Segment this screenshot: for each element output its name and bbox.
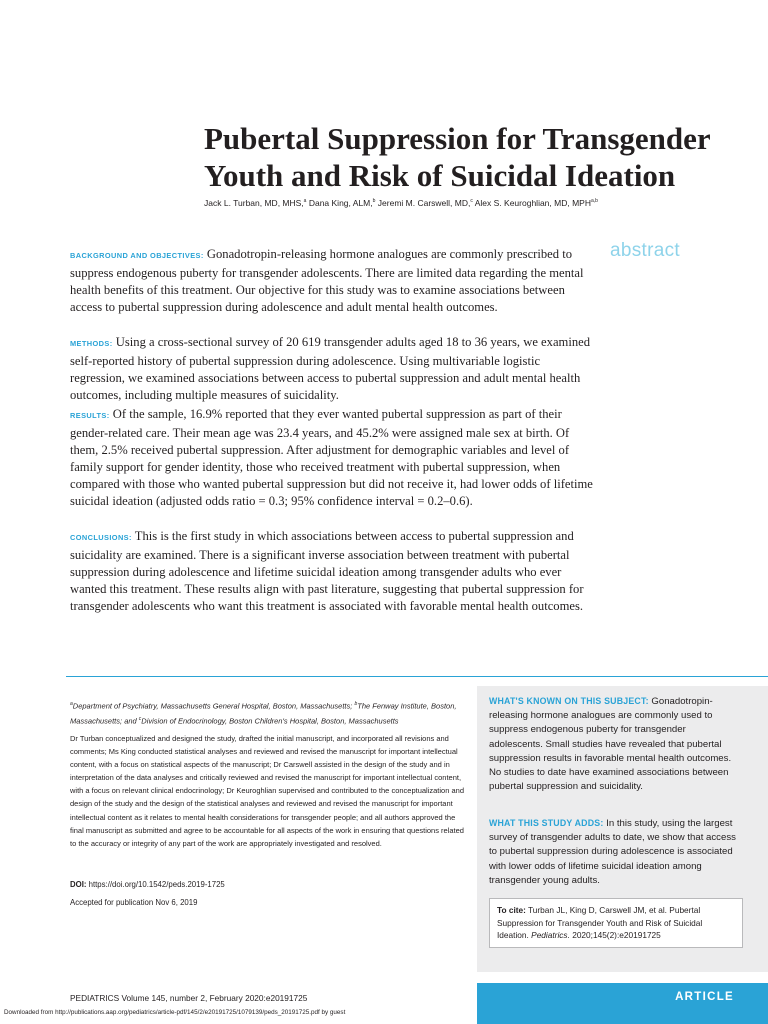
journal-footer: PEDIATRICS Volume 145, number 2, February 2020:e20191725 bbox=[70, 993, 308, 1003]
doi-line bbox=[70, 880, 225, 889]
study-adds-text: In this study, using the largest survey of transgender adults to date, we show that access to pubertal suppression during adolescence is associated with lower odds of lifetime suicidal ideation among transgender young adults. bbox=[489, 818, 736, 886]
study-adds-heading: WHAT THIS STUDY ADDS: bbox=[489, 818, 604, 828]
abstract-methods bbox=[70, 334, 595, 404]
doi-link[interactable]: https://doi.org/10.1542/peds.2019-1725 bbox=[88, 880, 225, 889]
study-adds-box bbox=[489, 816, 741, 888]
section-heading: BACKGROUND AND OBJECTIVES: bbox=[70, 251, 204, 260]
abstract-conclusions bbox=[70, 528, 595, 615]
abstract-tag: abstract bbox=[610, 240, 680, 261]
summary-sidebar bbox=[477, 686, 768, 972]
section-heading: METHODS: bbox=[70, 339, 113, 348]
section-text: This is the first study in which associations between access to pubertal suppression and suicidality are examined. There is a significant inverse association between treatment with pubertal suppression during adolescence and lifetime suicidal ideation among transgender adults who ever wanted this treatment. These results align with past literature, suggesting that pubertal suppression for transgender adolescents who want this treatment is associated with favorable mental health outcomes. bbox=[70, 529, 584, 613]
author-name: Alex S. Keuroghlian, MD, MPH bbox=[474, 198, 591, 208]
whats-known-box bbox=[489, 694, 741, 794]
accepted-date: Accepted for publication Nov 6, 2019 bbox=[70, 898, 198, 907]
citation-label: To cite: bbox=[497, 905, 526, 915]
author-affiliation-mark: a bbox=[303, 198, 307, 205]
author-affiliation-mark: a,b bbox=[590, 198, 598, 205]
article-type-bar bbox=[477, 983, 768, 1024]
author-affiliation-mark: b bbox=[372, 198, 376, 205]
title-line-1: Pubertal Suppression for Transgender bbox=[204, 121, 711, 156]
title-line-2: Youth and Risk of Suicidal Ideation bbox=[204, 158, 676, 193]
section-text: Using a cross-sectional survey of 20 619 transgender adults aged 18 to 36 years, we examined self-reported history of pubertal suppression during adolescence. Using multivariable logistic regression, we examined associations between access to pubertal suppression and adult mental health outcomes, including multiple measures of suicidality. bbox=[70, 335, 591, 402]
citation-box bbox=[489, 898, 743, 948]
affiliation-mark: a bbox=[70, 701, 73, 707]
affiliations bbox=[70, 698, 465, 729]
author-list bbox=[204, 198, 598, 208]
section-heading: RESULTS: bbox=[70, 411, 110, 420]
affiliation-text: Department of Psychiatry, Massachusetts General Hospital, Boston, Massachusetts; bbox=[72, 701, 353, 711]
author-name: Dana King, ALM, bbox=[308, 198, 373, 208]
affiliation-mark: c bbox=[138, 716, 142, 723]
author-affiliation-mark: c bbox=[470, 198, 473, 205]
affiliation-text: Division of Endocrinology, Boston Children's Hospital, Boston, Massachusetts bbox=[141, 716, 399, 726]
citation-text: Turban JL, King D, Carswell JM, et al. Pubertal Suppression for Transgender Youth and Risk of Suicidal Ideation. bbox=[497, 905, 703, 940]
author-name: Jeremi M. Carswell, MD, bbox=[377, 198, 471, 208]
section-divider bbox=[66, 676, 768, 677]
whats-known-text: Gonadotropin-releasing hormone analogues are commonly used to suppress endogenous puberty for transgender adolescents. Small studies have revealed that pubertal suppression results in favorable mental health outcomes. No studies to date have examined associations between pubertal suppression and suicidality. bbox=[489, 696, 732, 793]
article-title bbox=[204, 120, 744, 194]
article-type-label: ARTICLE bbox=[675, 991, 734, 1003]
affiliation-text: The Fenway Institute, Boston, Massachusetts; and bbox=[70, 701, 457, 726]
whats-known-heading: WHAT'S KNOWN ON THIS SUBJECT: bbox=[489, 696, 649, 706]
section-heading: CONCLUSIONS: bbox=[70, 533, 132, 542]
citation-journal: Pediatrics. bbox=[531, 930, 570, 940]
affiliation-mark: b bbox=[354, 701, 358, 707]
citation-volume: 2020;145(2):e20191725 bbox=[572, 930, 661, 940]
section-text: Gonadotropin-releasing hormone analogues are commonly prescribed to suppress endogenous puberty for transgender adolescents. There are limited data regarding the mental health benefits of this treatment. Our objective for this study was to examine associations between access to pubertal suppression during adolescence and adult mental health outcomes. bbox=[70, 247, 584, 314]
abstract-results bbox=[70, 406, 595, 509]
doi-label: DOI: bbox=[70, 880, 87, 889]
download-watermark: Downloaded from http://publications.aap.org/pediatrics/article-pdf/145/2/e20191725/1079139/peds_20191725.pdf by guest bbox=[4, 1009, 346, 1016]
author-name: Jack L. Turban, MD, MHS, bbox=[204, 198, 304, 208]
section-text: Of the sample, 16.9% reported that they ever wanted pubertal suppression as part of their gender-related care. Their mean age was 23.4 years, and 45.2% were assigned male sex at birth. Of them, 2.5% received pubertal suppression. After adjustment for demographic variables and level of family support for gender identity, those who received treatment with pubertal suppression, when compared with those who wanted pubertal suppression but did not receive it, had lower odds of lifetime suicidal ideation (adjusted odds ratio = 0.3; 95% confidence interval = 0.2–0.6). bbox=[70, 407, 593, 508]
abstract-background bbox=[70, 246, 595, 316]
author-contributions: Dr Turban conceptualized and designed the study, drafted the initial manuscript, and incorporated all revisions and comments; Ms King conducted statistical analyses and reviewed and revised the manuscript for important intellectual content, with a focus on statistical aspects of the manuscript; Dr Carswell assisted in the design of the study and in interpretation of the data analyses and critically reviewed and revised the manuscript for important intellectual content, with a focus on relevant clinical endocrinology; Dr Keuroghlian supervised and contributed to the conceptualization and design of the study and the design of the statistical analyses and reviewed and revised the manuscript for important intellectual content as it relates to mental health considerations for transgender people; and all authors approved the final manuscript as submitted and agree to be accountable for all aspects of the work in ensuring that questions related to the accuracy or integrity of any part of the work are appropriately investigated and resolved. bbox=[70, 734, 464, 848]
